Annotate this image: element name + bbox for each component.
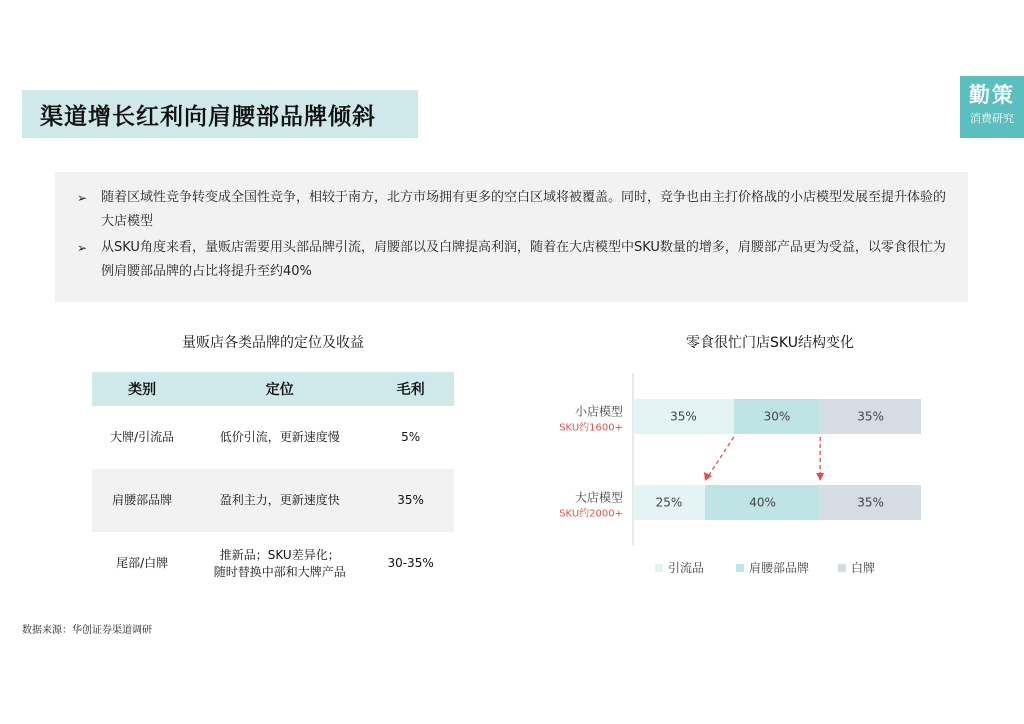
legend-swatch bbox=[736, 564, 744, 572]
legend-label: 肩腰部品牌 bbox=[749, 561, 810, 575]
summary-box bbox=[55, 172, 968, 302]
cell-category: 大牌/引流品 bbox=[110, 430, 175, 444]
sku-structure-chart bbox=[540, 365, 960, 595]
table-row bbox=[92, 532, 454, 595]
shift-arrow-head bbox=[816, 473, 824, 481]
category-sublabel: SKU约2000+ bbox=[559, 508, 623, 520]
category-label: 小店模型 bbox=[574, 404, 623, 419]
cell-margin: 5% bbox=[401, 430, 421, 444]
brand-logo bbox=[960, 76, 1024, 138]
summary-bullet-text: 从SKU角度来看，量贩店需要用头部品牌引流，肩腰部以及白牌提高利润，随着在大店模型中SKU数量的增多，肩腰部产品更为受益，以零食很忙为例肩腰部品牌的占比将提升至约40% bbox=[101, 240, 946, 279]
data-source-note: 数据来源：华创证券渠道调研 bbox=[22, 625, 152, 636]
bar-value-label: 40% bbox=[749, 495, 776, 510]
cell-category: 尾部/白牌 bbox=[116, 556, 169, 570]
legend-label: 白牌 bbox=[851, 561, 876, 575]
cell-position: 推新品；SKU差异化； 随时替换中部和大牌产品 bbox=[213, 547, 346, 579]
cell-position: 低价引流，更新速度慢 bbox=[219, 430, 340, 444]
bar-value-label: 30% bbox=[763, 409, 791, 424]
category-label: 大店模型 bbox=[574, 490, 623, 505]
bar-value-label: 35% bbox=[857, 495, 884, 510]
cell-margin: 30-35% bbox=[387, 556, 434, 570]
header-position: 定位 bbox=[192, 372, 367, 406]
category-sublabel: SKU约1600+ bbox=[559, 422, 623, 434]
bar-value-label: 35% bbox=[670, 409, 697, 424]
summary-bullet bbox=[77, 186, 948, 234]
table-caption: 量贩店各类品牌的定位及收益 bbox=[182, 335, 364, 351]
legend-swatch bbox=[655, 564, 663, 572]
legend-swatch bbox=[838, 564, 846, 572]
cell-category: 肩腰部品牌 bbox=[92, 469, 192, 532]
bar-value-label: 35% bbox=[857, 409, 884, 424]
header-margin: 毛利 bbox=[367, 372, 454, 406]
table-header-row bbox=[92, 372, 454, 406]
header-category: 类别 bbox=[92, 372, 192, 406]
arrow-bullet-icon: ➢ bbox=[77, 191, 88, 205]
chart-title: 零食很忙门店SKU结构变化 bbox=[686, 335, 854, 351]
table-row bbox=[92, 469, 454, 532]
page-title: 渠道增长红利向肩腰部品牌倾斜 bbox=[40, 103, 376, 130]
logo-main-text: 勤策 bbox=[969, 83, 1015, 107]
legend-label: 引流品 bbox=[668, 561, 705, 575]
brand-positioning-table bbox=[92, 372, 454, 595]
cell-margin: 35% bbox=[367, 469, 454, 532]
title-banner bbox=[22, 90, 418, 138]
cell-position: 盈利主力，更新速度快 bbox=[192, 469, 367, 532]
table-row bbox=[92, 406, 454, 469]
arrow-bullet-icon: ➢ bbox=[77, 241, 88, 255]
shift-arrow-line bbox=[709, 437, 734, 475]
logo-sub-text: 消费研究 bbox=[970, 112, 1014, 125]
summary-bullet bbox=[77, 236, 948, 284]
bar-value-label: 25% bbox=[655, 495, 683, 510]
summary-bullet-text: 随着区域性竞争转变成全国性竞争，相较于南方，北方市场拥有更多的空白区域将被覆盖。同时，竞争也由主打价格战的小店模型发展至提升体验的大店模型 bbox=[101, 190, 947, 229]
